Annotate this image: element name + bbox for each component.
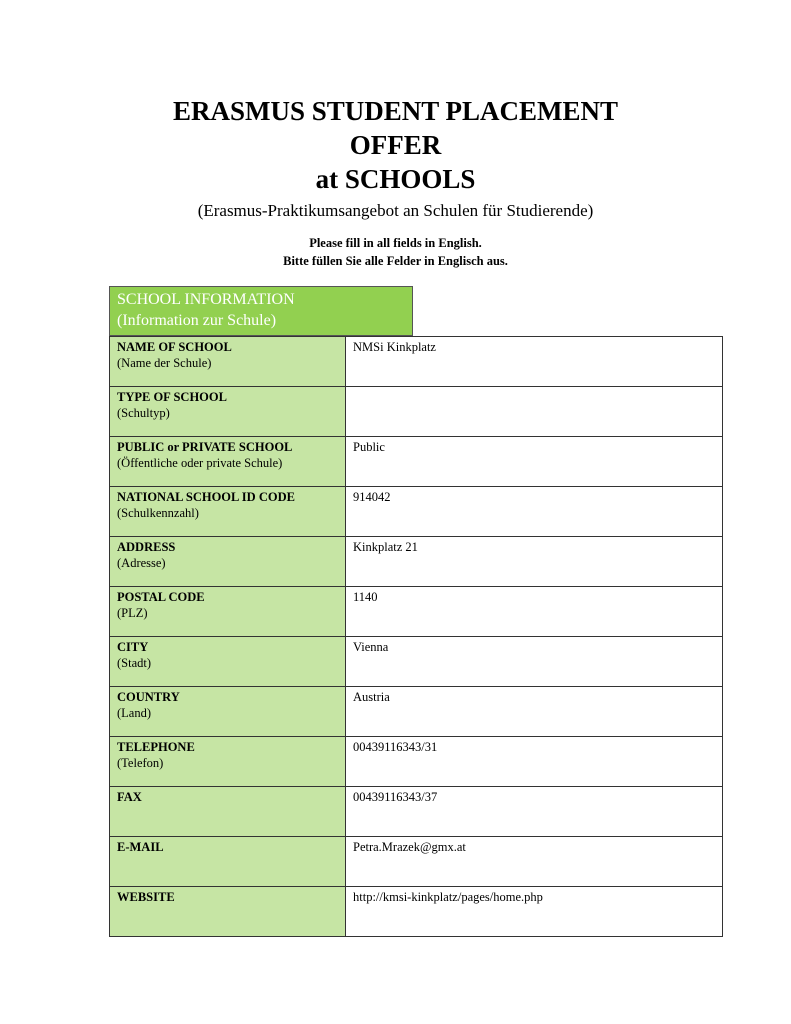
field-label-translation: (Telefon) (117, 756, 164, 770)
field-label-cell (110, 487, 346, 537)
table-row (110, 887, 723, 937)
field-value[interactable]: Public (346, 437, 723, 487)
field-label-cell (110, 337, 346, 387)
field-label-cell (110, 387, 346, 437)
field-value[interactable]: 00439116343/37 (346, 787, 723, 837)
field-label-cell (110, 787, 346, 837)
table-row (110, 537, 723, 587)
section-subtitle: (Information zur Schule) (117, 312, 277, 329)
field-label-translation: (Stadt) (117, 656, 152, 670)
table-row (110, 837, 723, 887)
field-label-cell (110, 737, 346, 787)
title-line-2: OFFER (349, 130, 442, 160)
field-label: NATIONAL SCHOOL ID CODE (117, 490, 295, 504)
section-header-school-information (109, 286, 413, 336)
table-row (110, 687, 723, 737)
field-label-translation: (PLZ) (117, 606, 148, 620)
field-label-translation: (Adresse) (117, 556, 166, 570)
field-label-cell (110, 837, 346, 887)
table-row (110, 437, 723, 487)
field-value[interactable]: Austria (346, 687, 723, 737)
table-row (110, 487, 723, 537)
field-label-cell (110, 587, 346, 637)
field-label: NAME OF SCHOOL (117, 340, 232, 354)
field-value[interactable]: http://kmsi-kinkplatz/pages/home.php (346, 887, 723, 937)
field-value[interactable]: 00439116343/31 (346, 737, 723, 787)
table-row (110, 337, 723, 387)
field-value[interactable] (346, 387, 723, 437)
title-line-3: at SCHOOLS (315, 164, 476, 194)
section-title: SCHOOL INFORMATION (117, 291, 295, 308)
field-value[interactable]: 1140 (346, 587, 723, 637)
instruction-german: Bitte füllen Sie alle Felder in Englisch aus. (283, 254, 508, 268)
table-row (110, 587, 723, 637)
field-value[interactable]: NMSi Kinkplatz (346, 337, 723, 387)
field-label-cell (110, 687, 346, 737)
field-label-translation: (Land) (117, 706, 152, 720)
field-label: CITY (117, 640, 149, 654)
field-label-cell (110, 437, 346, 487)
field-label-translation: (Öffentliche oder private Schule) (117, 456, 283, 470)
field-value[interactable]: Petra.Mrazek@gmx.at (346, 837, 723, 887)
field-label-translation: (Schultyp) (117, 406, 170, 420)
field-label: ADDRESS (117, 540, 176, 554)
field-label: PUBLIC or PRIVATE SCHOOL (117, 440, 293, 454)
field-label: WEBSITE (117, 890, 175, 904)
instructions (0, 234, 791, 270)
field-value[interactable]: Vienna (346, 637, 723, 687)
field-value[interactable]: Kinkplatz 21 (346, 537, 723, 587)
document-subtitle: (Erasmus-Praktikumsangebot an Schulen für Studierende) (197, 201, 594, 220)
title-line-1: ERASMUS STUDENT PLACEMENT (172, 96, 619, 126)
field-label: E-MAIL (117, 840, 164, 854)
table-row (110, 637, 723, 687)
field-label-cell (110, 887, 346, 937)
field-label-translation: (Schulkennzahl) (117, 506, 199, 520)
field-label: TYPE OF SCHOOL (117, 390, 227, 404)
field-label: TELEPHONE (117, 740, 195, 754)
document-title (0, 94, 791, 196)
field-label: FAX (117, 790, 142, 804)
table-body (110, 337, 723, 937)
table-row (110, 787, 723, 837)
school-information-table (109, 336, 723, 937)
field-label-cell (110, 537, 346, 587)
table-row (110, 737, 723, 787)
instruction-english: Please fill in all fields in English. (309, 236, 482, 250)
field-value[interactable]: 914042 (346, 487, 723, 537)
field-label-cell (110, 637, 346, 687)
field-label: COUNTRY (117, 690, 180, 704)
table-row (110, 387, 723, 437)
field-label-translation: (Name der Schule) (117, 356, 212, 370)
field-label: POSTAL CODE (117, 590, 205, 604)
